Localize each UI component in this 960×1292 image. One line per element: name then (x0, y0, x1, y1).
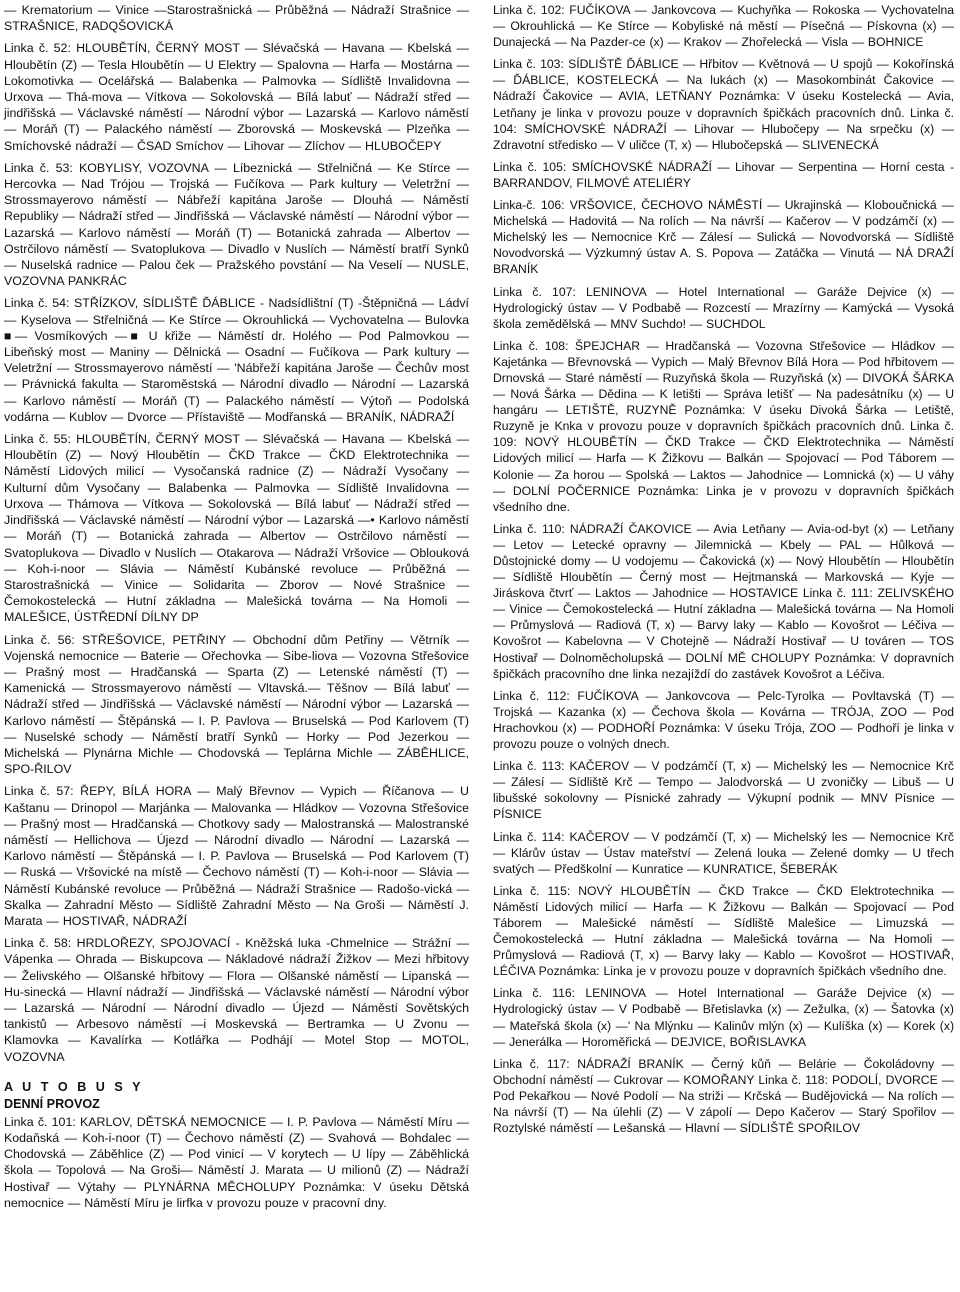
left-column (0, 2, 481, 1292)
paragraph-tram-tail: — Krematorium — Vinice —Starostrašnická — Průběžná — Nádraží Strašnice — STRAŠNICE, RADQŠOVICKÁ (4, 3, 469, 34)
paragraph-line-110-111: Linka č. 110: NÁDRAŽÍ ČAKOVICE — Avia Letňany — Avia-od-byt (x) — Letňany — Letov — Letecké opravny — Jilemnická — Kbely — PAL — Hůlková — Důstojnické domy — U vodojemu — Čakovická (x) — Nový Hloubětín — Hloubětín — Sídliště Hloubětín — Černý most — Hejtmanská — Markovská — Kyje — Jiráskova čtvrť — Laktos — Jahodnice — HOSTAVICE Linka č. 111: ZELIVSKÉHO — Vinice — Čemokostelecká — Hutní základna — Malešická továrna — Na Homoli — Průmyslová — Radiová (T, x) — Barvy laky — Kablo — Kovošrot — Léčiva — Kovošrot — Kabelovna — V Chotejně — Nádraží Hostivař — U továren — TOS Hostivař — Dolnoměcholupská — DOLNÍ MĚ CHOLUPY Poznámka: V dopravních špičkách pracovního dne linka nezajíždí do zastávek Kovošrot a Léčiva. (493, 521, 954, 681)
paragraph-line-52: Linka č. 52: HLOUBĚTÍN, ČERNÝ MOST — Slévačská — Havana — Kbelská — Hloubětín (Z) — Tesla Hloubětín — U Elektry — Spalovna — Harfa — Mostárna — Lokomotivka — Ocelářská — Balabenka — Palmovka — Sídliště Invalidovna — Urxova — Thá-mova — Vítkova — Sokolovská — Bílá labuť — Nádraží střed — jindřišská — Václavské náměstí — Národní výbor — Lazarská — Karlovo náměstí — Moráň (T) — Palackého náměstí — Zborovská — Moskevská — Plzeňka — Smíchovské nádraží — ČSAD Smíchov — Lihovar — Zlíchov — HLUBOČEPY (4, 41, 469, 153)
right-column (481, 2, 960, 1292)
paragraph-line-101: Linka č. 101: KARLOV, DĚTSKÁ NEMOCNICE — I. P. Pavlova — Náměstí Míru — Kodaňská — Koh-i-noor (T) — Čechovo náměstí (Z) — Svahová — Bohdalec — Chodovská — Záběhlice (Z) — Pod vinicí — V korytech — U lípy — Záběhlická škola — Topolová — Na Groši— Náměstí J. Marata — U milionů (Z) — Nádraží Hostivař — Výtahy — PLYNÁRNA MĚCHOLUPY Poznámka: V úseku Dětská nemocnice — Náměstí Míru je lirfka v provozu pouze v pracovní dny. (4, 1114, 469, 1210)
paragraph-line-105: Linka č. 105: SMÍCHOVSKÉ NÁDRAŽÍ — Lihovar — Serpentina — Horní cesta - BARRANDOV, FILMOVÉ ATELIÉRY (493, 159, 954, 190)
paragraph-line-56: Linka č. 56: STŘEŠOVICE, PETŘINY — Obchodní dům Petřiny — Větrník — Vojenská nemocnice — Baterie — Ořechovka — Sibe-liova — Vozovna Střešovice — Prašný most — Hradčanská — Sparta (Z) — Letenské náměstí (T) — Kamenická — Strossmayerovo náměstí — Vltavská.— Těšnov — Bílá labuť — Nádraží střed — Jindřišská — Václavské náměstí — Národní výbor — Lazarská — Karlovo náměstí — Štěpánská — I. P. Pavlova — Bruselská — Pod Karlovem (T) — Nuselské schody — Náměstí bratří Synků — Horky — Pod Jezerkou — Michelská — Plynárna Michle — Chodovská — Teplárna Michle — ZÁBĚHLICE, SPO-ŘILOV (4, 632, 469, 777)
paragraph-line-53: Linka č. 53: KOBYLISY, VOZOVNA — Líbeznická — Střelničná — Ke Stírce — Hercovka — Nad Trójou — Trojská — Fučíkova — Park kultury — Veletržní — Strossmayerovo náměstí — Nábřeží kapitána Jaroše — Dlouhá — Náměstí Republiky — Nádraží střed — Jindřišská — Václavské náměstí — Národní výbor — Lazarská — Karlovo náměstí — Moráň (T) — Botanická zahrada — Albertov — Ostrčilovo náměstí — Svatoplukova — Divadlo v Nuslích — Náměstí bratří Synků — Nuselská radnice — Palou ček — Pražského povstání — Na Veselí — NUSLE, VOZOVNA PANKRÁC (4, 160, 469, 289)
paragraph-line-116: Linka č. 116: LENINOVA — Hotel International — Garáže Dejvice (x) — Hydrologický ústav — V Podbabě — Břetislavka (x) — Zežulka, (x) — Šatovka (x) — Mateřská škola (x) —' Na Mlýnku — Kalinův mlýn (x) — Kulíška (x) — Korek (x) — Jenerálka — Horoměřická — DEJVICE, BOŘISLAVKA (493, 986, 954, 1049)
paragraph-line-102: Linka č. 102: FUČÍKOVA — Jankovcova — Kuchyňka — Rokoska — Vychovatelna — Okrouhlická — Ke Stírce — Kobyliské ná městí — Písečná — Pískovna (x) — Dunajecká — Na Pazder-ce (x) — Krakov — Zhořelecká — Visla — BOHNICE (493, 3, 954, 50)
section-subheading-denni-provoz: DENNÍ PROVOZ (4, 1096, 100, 1111)
paragraph-line-106: Linka-č. 106: VRŠOVICE, ČECHOVO NÁMĚSTÍ — Ukrajinská — Kloboučnická — Michelská — Hadovitá — Na rolích — Na návrší — Kačerov — V podzámčí (x) — Michelský les — Nemocnice Krč — Zálesí — Sulická — Novodvorská — Sídliště Novodvorská — Výzkumný ústav A. S. Popova — Zatáčka — Vinutá — NÁ DRAŽÍ BRANÍK (493, 198, 954, 277)
paragraph-line-114: Linka č. 114: KAČEROV — V podzámčí (T, x) — Michelský les — Nemocnice Krč — Klárův ústav — Ústav mateřství — Zelená louka — Zelené domky — U třech svatých — Předškolní — Kunratice — KUNRATICE, ŠEBERÁK (493, 829, 954, 876)
paragraph-line-107: Linka č. 107: LENINOVA — Hotel International — Garáže Dejvice (x) — Hydrologický ústav — V Podbabě — Rozcestí — Mrazírny — Kamýcká — Vysoká škola zemědělská — MNV Suchdo! — SUCHDOL (493, 284, 954, 331)
paragraph-line-58: Linka č. 58: HRDLOŘEZY, SPOJOVACÍ - Kněžská luka -Chmelnice — Strážní — Vápenka — Ohrada — Biskupcova — Nákladové nádraží Žižkov — Mezi hřbitovy — Želivského — Olšanské hřbitovy — Flora — Olšanské náměstí — Lipanská — Hu-sinecká — Hlavní nádraží — Jindřišská — Václavské náměstí — Národní výbor — Lazarská — Národní — Národní divadlo — Újezd — Náměstí Sovětských tankistů — Arbesovo náměstí —i Moskevská — Bertramka — U Zvonu — Klamovka — Kavalírka — Kotlářka — Podhájí — Motel Stop — MOTOL, VOZOVNA (4, 936, 469, 1064)
paragraph-line-113: Linka č. 113: KAČEROV — V podzámčí (T, x) — Michelský les — Nemocnice Krč — Zálesí — Sídliště Krč — Tempo — Jalodvorská — U zvoničky — Libuš — U libušské sokolovny — Písnické zahrady — Výkupní podnik — MNV Písnice — PÍSNICE (493, 759, 954, 822)
paragraph-line-103-104: Linka č. 103: SÍDLIŠTĚ ĎÁBLICE — Hřbitov — Květnová — U spojů — Kokořínská — ĎÁBLICE, KOSTELECKÁ — Na lukách (x) — Masokombinát Čakovice — Nádraží Čakovice — AVIA, LETŇANY Poznámka: V úseku Kostelecká — Avia, Letňany je linka v provozu pouze v dopravních špičkách pracovních dnů. Linka č. 104: SMÍCHOVSKÉ NÁDRAŽÍ — Lihovar — Hlubočepy — Na srpečku (x) — Zdravotní středisko — V uličce (T, x) — Hlubočepská — SLIVENECKÁ (493, 57, 954, 152)
paragraph-line-57: Linka č. 57: ŘEPY, BÍLÁ HORA — Malý Břevnov — Vypich — Říčanova — U Kaštanu — Drinopol — Marjánka — Malovanka — Hládkov — Vozovna Střešovice — Prašný most — Hradčanská — Chotkovy sady — Malostranská — Malostranské náměstí — Hellichova — Újezd — Národní divadlo — Národní — Lazarská — Karlovo náměstí — Štěpánská — I. P. Pavlova — Bruselská — Pod Karlovem (T) — Ruská — Vršovické na místě — Čechovo náměstí (T) — Koh-i-noor — Slávia — Náměstí Kubánské revoluce — Průběžná — Nádraží Strašnice — Radošo-vická — Skalka — Zahradní Město — Sídliště Zahradní Město — Na Groši — Náměstí J. Marata — HOSTIVAŘ, NÁDRAŽÍ (4, 784, 469, 928)
section-heading-autobusy: A U T O B U S Y (4, 1079, 144, 1094)
paragraph-line-115: Linka č. 115: NOVÝ HLOUBĚTÍN — ČKD Trakce — ČKD Elektrotechnika — Náměstí Lidových milicí — Harfa — K Žižkovu — Balkán — Spojovací — Pod Táborem — Malešické náměstí — Sídliště Malešice — Limuzská — Čemokostelecká — Hutní základna — Malešická továrna — Na Homoli — Průmyslová — Radiová (T, x) — Barvy laky — Kablo — Kovošrot — HOSTIVAŘ, LÉČIVA Poznámka: Linka je v provozu pouze v dopravních špičkách všedního dne. (493, 883, 954, 979)
paragraph-line-54: Linka č. 54: STŘÍZKOV, SÍDLIŠTĚ ĎÁBLICE - Nadsídlištní (T) -Štěpničná — Ládví — Kyselova — Střelničná — Ke Stírce — Okrouhlická — Vychovatelna — Bulovka ■— Vosmíkových —■ U křiže — Náměstí dr. Holého — Pod Palmovkou — Libeňský most — Maniny — Dělnická — Osadní — Fučíkova — Park kultury — Veletržní — Strossmayerovo náměstí — 'Nábřeží kapitána Jaroše — Čechův most — Právnická fakulta — Staroměstská — Národní divadlo — Národní — Lazarská — Karlovo náměstí — Moráň (T) — Palackého náměstí — Výtoň — Podolská vodárna — Kublov — Dvorce — Přístaviště — Modřanská — BRANÍK, NÁDRAŽÍ (4, 296, 469, 424)
paragraph-line-108-109: Linka č. 108: ŠPEJCHAR — Hradčanská — Vozovna Střešovice — Hládkov — Kajetánka — Břevnovská — Vypich — Malý Břevnov Bílá Hora — Pod hřbitovem — Drnovská — Staré náměstí — Ruzyňská škola — Ruzyňská (x) — DIVOKÁ ŠÁRKA — Nová Šárka — Dědina — K letišti — Správa letišť — Na padesátníku (x) — U hangáru — LETIŠTĚ, RUZYNĚ Poznámka: V úseku Divoká Šárka — Letiště, Ruzyně je Knka v provozu pouze v dopravních špičkách pracovních dnů. Linka č. 109: NOVÝ HLOUBĚTÍN — ČKD Trakce — ČKD Elektrotechnika — Náměstí Lidových milicí — Harfa — K Žižkovu — Balkán — Spojovací — Pod Táborem — Kolonie — Za horou — Spolská — Laktos — Jahodnice — Lomnická (x) — U váhy — DOLNÍ POČERNICE Poznámka: Linka je v provozu v dopravních špičkách všedního dne. (493, 338, 954, 514)
paragraph-line-112: Linka č. 112: FUČÍKOVA — Jankovcova — Pelc-Tyrolka — Povltavská (T) — Trojská — Kazanka (x) — Čechova škola — Kovárna — TRÓJA, ZOO — Pod Hrachovkou (x) — PODHOŘÍ Poznámka: V úseku Trója, ZOO — Podhoří je linka v provozu pouze o volných dnech. (493, 688, 954, 752)
paragraph-line-117-118: Linka č. 117: NÁDRAŽÍ BRANÍK — Černý kůň — Belárie — Čokoládovny — Obchodní náměstí — Cukrovar — KOMOŘANY Linka č. 118: PODOLÍ, DVORCE — Pod Pekařkou — Nové Podolí — Na striži — Krčská — Budějovická — Na rolích — Na návrší (T) — Na úlehli (Z) — V zápolí — Depo Kačerov — Starý Spořilov — Roztylské náměstí — Lešanská — Hlavní — SÍDLIŠTĚ SPOŘILOV (493, 1056, 954, 1136)
paragraph-line-55: Linka č. 55: HLOUBĚTÍN, ČERNÝ MOST — Slévačská — Havana — Kbelská — Hloubětín (Z) — Nový Hloubětín — ČKD Trakce — ČKD Elektrotechnika — Náměstí Lidových milicí — Vysočanská radnice (Z) — Nádraží Vysočany — Kulturní dům Vysočany — Balabenka — Palmovka — Sídliště Invalidovna — Urxova — Thámova — Vítkova — Sokolovská — Bílá labuť — Nádraží střed — Jindřišská — Václavské náměstí — Národní výbor — Lazarská —• Karlovo náměstí — Moráň (T) — Botanická zahrada — Albertov — Ostrčilovo náměstí — Svatoplukova — Divadlo v Nuslích — Otakarova — Nádraží Vršovice — Oblouková — Koh-i-noor — Slávia — Náměstí Kubánské revoluce — Průběžná — Starostrašnická — Vinice — Solidarita — Zborov — Nové Strašnice — Čemokostelecká — Hutní základna — Malešická továrna — Na Homoli — MALEŠICE, ÚSTŘEDNÍ DÍLNY DP (4, 432, 469, 625)
